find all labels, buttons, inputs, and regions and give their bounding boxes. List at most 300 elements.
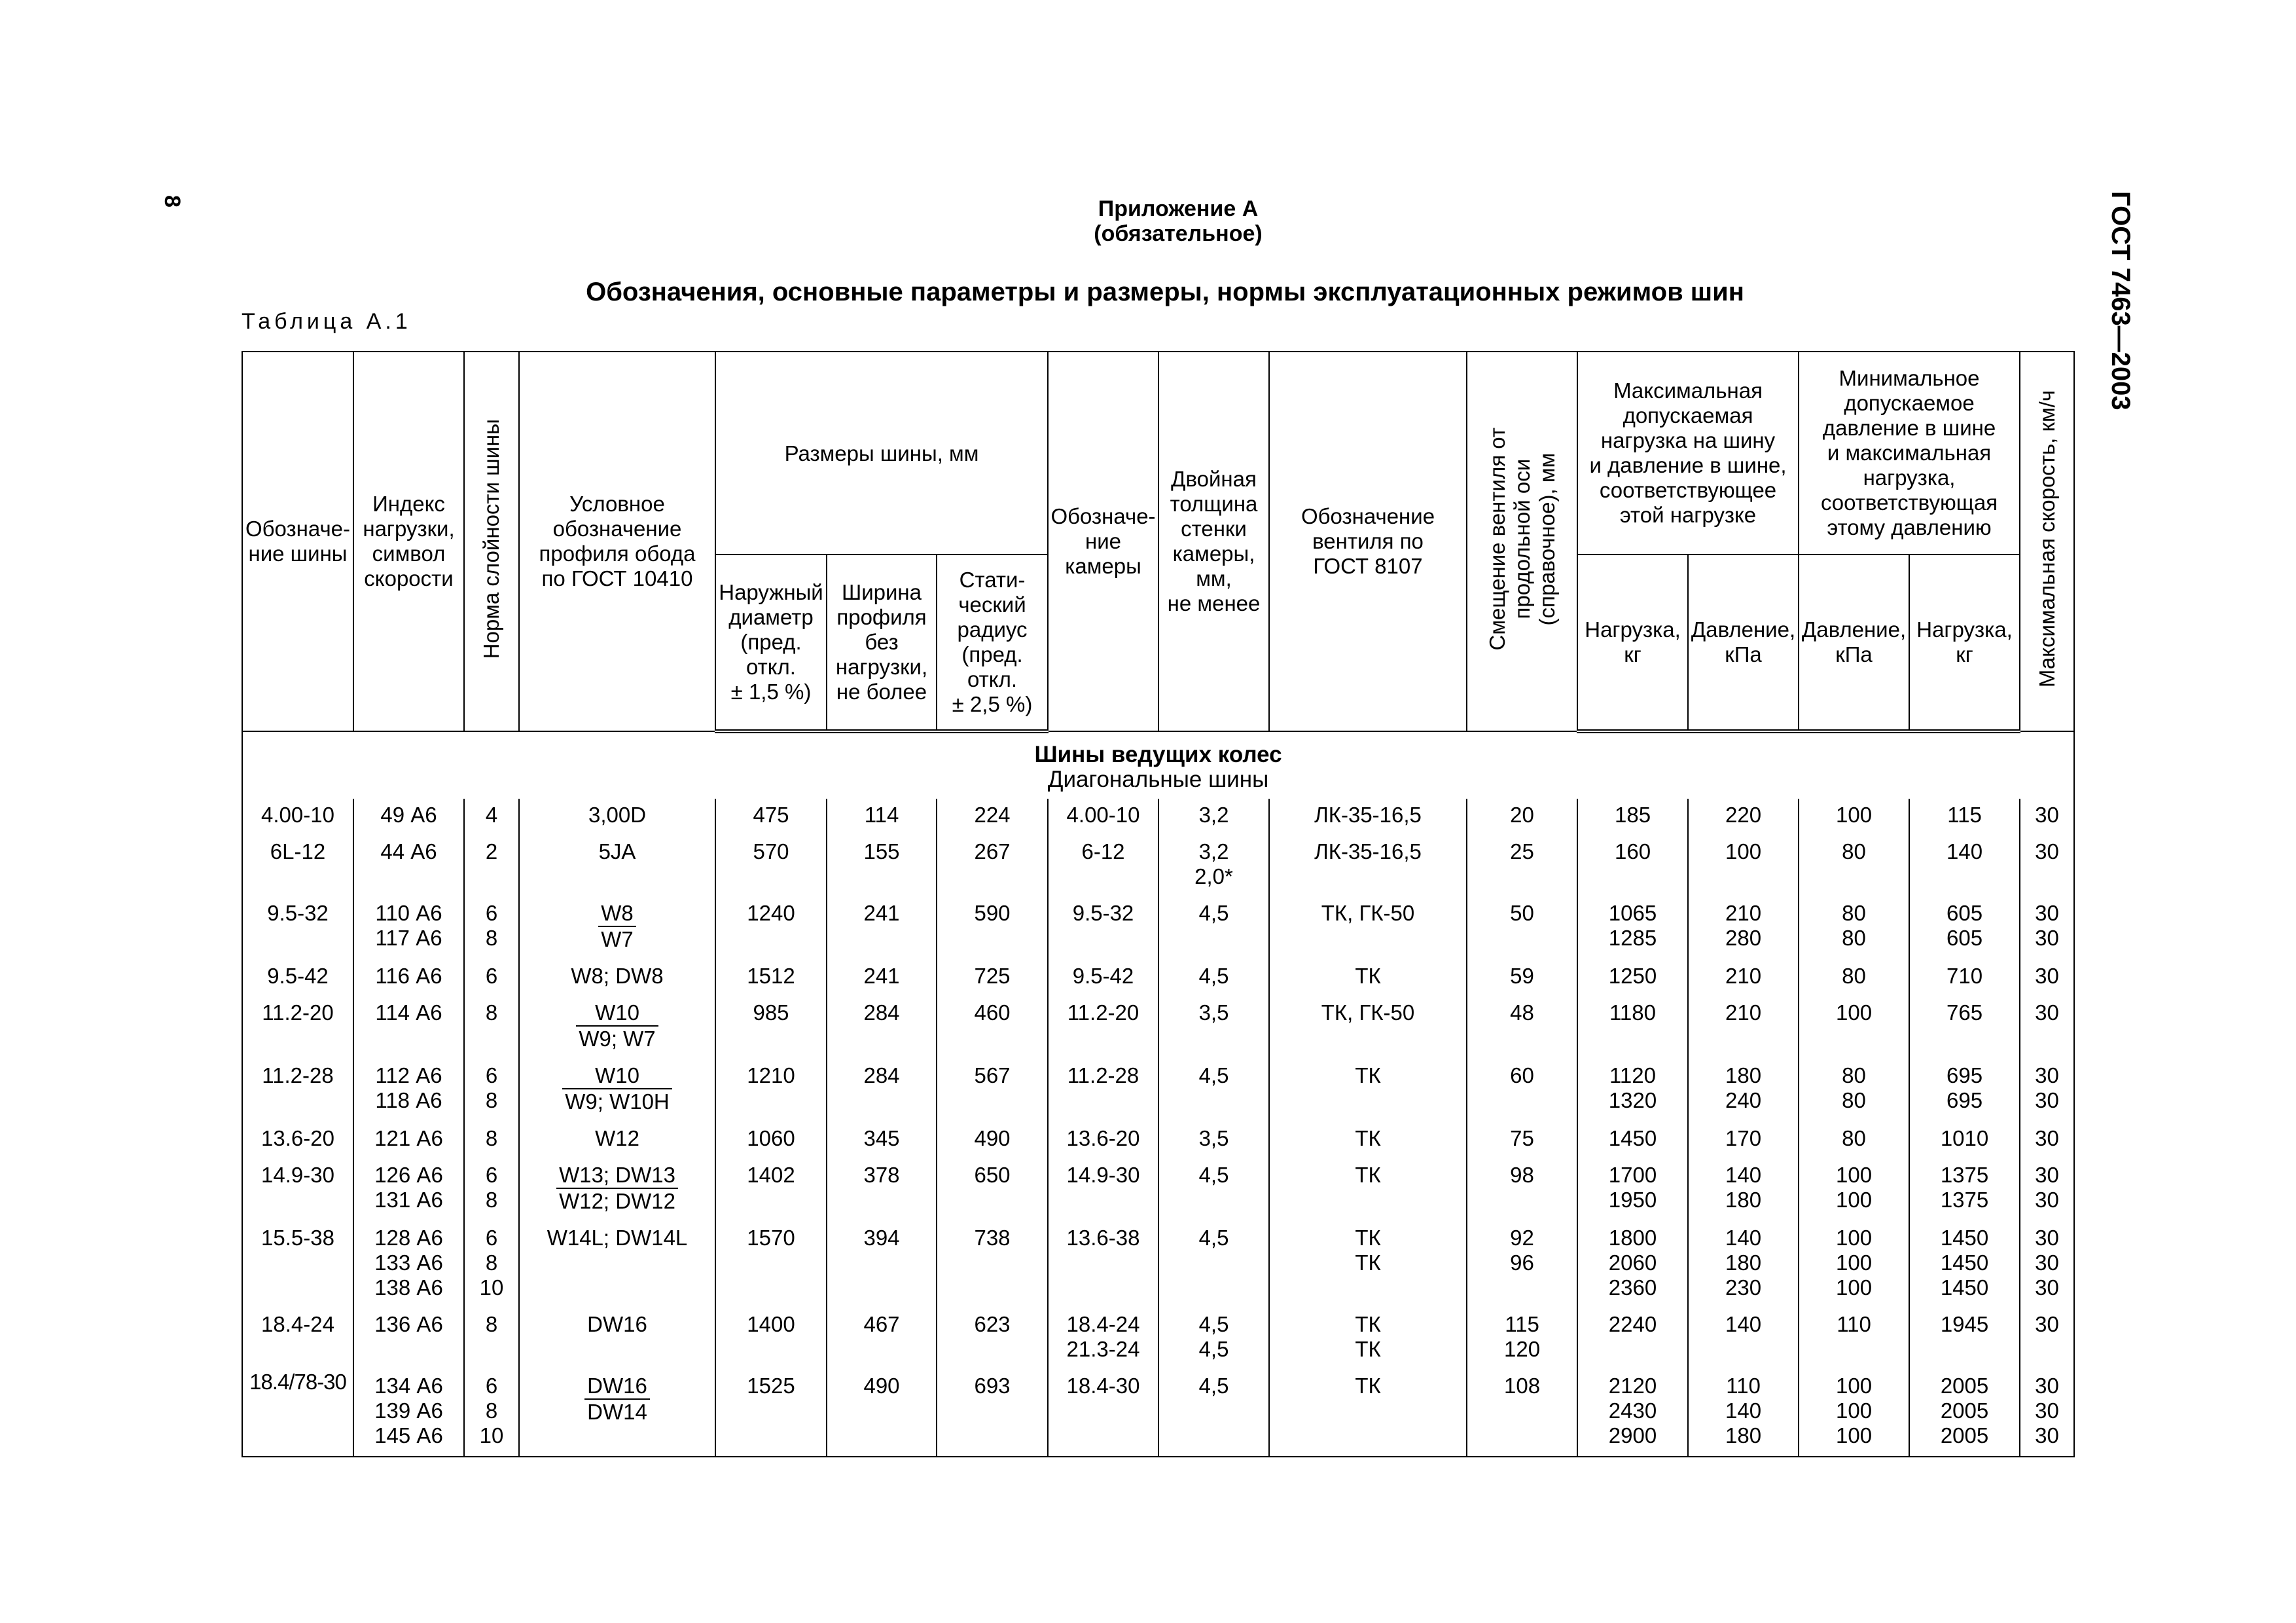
header-rim	[519, 352, 715, 731]
cell-outer	[715, 799, 827, 835]
cell-load1-value: 1250	[1608, 964, 1657, 988]
cell-outer-value: 1400	[747, 1312, 795, 1336]
cell-tube-value: 18.4-24 21.3-24	[1066, 1312, 1140, 1361]
cell-width	[827, 1159, 937, 1222]
cell-rim	[519, 1122, 715, 1159]
header-press1-label: Давление, кПа	[1691, 617, 1796, 666]
cell-radius-value: 590	[974, 901, 1011, 925]
cell-offset	[1467, 960, 1577, 996]
cell-load2	[1909, 799, 2020, 835]
cell-speed-value: 30 30 30	[2035, 1226, 2059, 1300]
cell-ply	[464, 960, 519, 996]
cell-valve-value: ТК	[1355, 1063, 1381, 1087]
cell-load2	[1909, 1159, 2020, 1222]
cell-load1	[1577, 1222, 1688, 1308]
cell-index-value: 114 А6	[375, 1000, 442, 1025]
cell-ply	[464, 799, 519, 835]
cell-ply-value: 8	[485, 1312, 498, 1336]
cell-tube-value: 13.6-20	[1066, 1126, 1140, 1150]
cell-wall-value: 4,5 4,5	[1198, 1312, 1229, 1361]
cell-tire-value: 18.4-24	[261, 1312, 334, 1336]
cell-load1-value: 2120 2430 2900	[1608, 1374, 1657, 1448]
cell-width	[827, 1059, 937, 1122]
cell-width-value: 114	[864, 803, 899, 827]
cell-tire	[242, 835, 353, 897]
table-row	[242, 799, 2074, 835]
cell-press2	[1799, 799, 1909, 835]
cell-load1-value: 1120 1320	[1608, 1063, 1657, 1112]
header-offset-label: Смещение вентиля от продольной оси (справочное), мм	[1484, 427, 1559, 651]
cell-speed-value: 30 30	[2035, 1163, 2059, 1212]
cell-load1-value: 1065 1285	[1608, 901, 1657, 950]
cell-outer	[715, 960, 827, 996]
cell-tire	[242, 897, 353, 960]
cell-press2-value: 100 100	[1835, 1163, 1873, 1212]
cell-wall-value: 4,5	[1198, 964, 1229, 988]
cell-tire-value: 18.4/78-30	[249, 1370, 346, 1394]
cell-outer	[715, 835, 827, 897]
header-width	[827, 555, 937, 731]
cell-speed	[2020, 799, 2074, 835]
cell-press2-value: 100	[1835, 1000, 1873, 1025]
header-ply	[464, 352, 519, 731]
cell-index-value: 116 А6	[375, 964, 442, 988]
cell-rim	[519, 996, 715, 1059]
cell-tube-value: 18.4-30	[1066, 1374, 1140, 1398]
cell-rim-value: 5JA	[598, 839, 636, 864]
cell-wall-value: 4,5	[1198, 1374, 1229, 1398]
cell-wall	[1158, 897, 1269, 960]
cell-width	[827, 960, 937, 996]
cell-index-value: 44 А6	[380, 839, 437, 864]
cell-press2	[1799, 1159, 1909, 1222]
cell-ply	[464, 897, 519, 960]
table-row	[242, 1059, 2074, 1122]
header-index	[353, 352, 464, 731]
cell-tire	[242, 1059, 353, 1122]
cell-index	[353, 799, 464, 835]
cell-tire	[242, 1122, 353, 1159]
page-number: 8	[160, 195, 185, 208]
cell-radius	[937, 960, 1048, 996]
cell-press1	[1688, 960, 1799, 996]
cell-ply-value: 6 8	[485, 1063, 498, 1112]
cell-tire-value: 4.00-10	[261, 803, 334, 827]
cell-wall	[1158, 835, 1269, 897]
cell-load1-value: 1450	[1608, 1126, 1657, 1150]
cell-load1-value: 1180	[1609, 1000, 1656, 1025]
rim-denominator: W9; W7	[579, 1027, 656, 1051]
rim-fraction	[576, 1000, 658, 1051]
cell-outer-value: 1240	[747, 901, 795, 925]
cell-load1-value: 185	[1614, 803, 1651, 827]
cell-valve-value: ЛК-35-16,5	[1314, 803, 1422, 827]
cell-rim	[519, 799, 715, 835]
appendix-heading	[916, 196, 1440, 246]
header-ply-label: Норма слойности шины	[479, 418, 503, 659]
cell-index	[353, 1222, 464, 1308]
cell-speed	[2020, 1370, 2074, 1457]
cell-wall	[1158, 960, 1269, 996]
cell-press1	[1688, 1159, 1799, 1222]
cell-wall	[1158, 996, 1269, 1059]
cell-index	[353, 1370, 464, 1457]
header-outer-label: Наружный диаметр (пред. откл. ± 1,5 %)	[719, 580, 823, 704]
cell-load2-value: 140	[1946, 839, 1983, 864]
cell-press2	[1799, 960, 1909, 996]
cell-offset-value: 75	[1510, 1126, 1534, 1150]
cell-load1	[1577, 1308, 1688, 1370]
cell-width	[827, 996, 937, 1059]
cell-outer	[715, 1308, 827, 1370]
cell-outer	[715, 897, 827, 960]
cell-tire-value: 15.5-38	[261, 1226, 334, 1250]
cell-ply-value: 6 8 10	[479, 1226, 504, 1300]
cell-load2-value: 115	[1947, 803, 1982, 827]
cell-valve-value: ТК	[1355, 964, 1381, 988]
cell-ply-value: 6 8 10	[479, 1374, 504, 1448]
cell-wall	[1158, 1059, 1269, 1122]
table-row	[242, 1159, 2074, 1222]
cell-offset-value: 20	[1510, 803, 1534, 827]
cell-width-value: 394	[863, 1226, 900, 1250]
cell-index-value: 136 А6	[374, 1312, 443, 1336]
section-subtitle: Диагональные шины	[1047, 767, 1269, 792]
header-press2	[1799, 555, 1909, 731]
cell-outer-value: 1512	[747, 964, 795, 988]
cell-width-value: 284	[863, 1063, 900, 1087]
cell-ply	[464, 996, 519, 1059]
cell-valve-value: ТК, ГК-50	[1321, 901, 1415, 925]
cell-outer	[715, 1370, 827, 1457]
cell-tube	[1048, 835, 1158, 897]
cell-load2	[1909, 996, 2020, 1059]
cell-press1	[1688, 1122, 1799, 1159]
cell-rim-value: W8; DW8	[571, 964, 664, 988]
cell-width-value: 284	[863, 1000, 900, 1025]
cell-press2	[1799, 835, 1909, 897]
cell-press1-value: 220	[1725, 803, 1762, 827]
cell-rim	[519, 897, 715, 960]
cell-radius	[937, 799, 1048, 835]
cell-radius-value: 650	[974, 1163, 1011, 1187]
cell-offset	[1467, 1222, 1577, 1308]
rim-fraction	[598, 901, 636, 952]
cell-load2-value: 605 605	[1946, 901, 1983, 950]
cell-wall-value: 4,5	[1198, 1226, 1229, 1250]
cell-wall	[1158, 1159, 1269, 1222]
cell-index	[353, 996, 464, 1059]
cell-radius-value: 224	[974, 803, 1011, 827]
header-tube	[1048, 352, 1158, 731]
cell-press1-value: 170	[1725, 1126, 1762, 1150]
cell-valve	[1269, 1122, 1467, 1159]
cell-tire-value: 9.5-42	[267, 964, 329, 988]
appendix-line1: Приложение А	[1098, 196, 1259, 221]
cell-index	[353, 1059, 464, 1122]
cell-tube	[1048, 1059, 1158, 1122]
cell-valve	[1269, 1059, 1467, 1122]
cell-load1	[1577, 996, 1688, 1059]
cell-valve	[1269, 1159, 1467, 1222]
cell-wall	[1158, 1308, 1269, 1370]
cell-load1	[1577, 799, 1688, 835]
cell-press2	[1799, 1059, 1909, 1122]
cell-load2	[1909, 835, 2020, 897]
cell-load2	[1909, 1059, 2020, 1122]
cell-radius-value: 567	[974, 1063, 1011, 1087]
header-dims-label: Размеры шины, мм	[784, 441, 979, 465]
cell-index	[353, 835, 464, 897]
cell-radius-value: 693	[974, 1374, 1011, 1398]
cell-press1-value: 100	[1725, 839, 1762, 864]
rim-fraction	[556, 1163, 678, 1214]
cell-tire	[242, 960, 353, 996]
cell-width	[827, 1222, 937, 1308]
cell-ply-value: 6 8	[485, 901, 498, 950]
header-dims	[715, 352, 1048, 555]
cell-wall	[1158, 1370, 1269, 1457]
gost-designation: ГОСТ 7463—2003	[2106, 191, 2135, 410]
cell-load1	[1577, 835, 1688, 897]
cell-tire	[242, 1370, 353, 1457]
cell-speed-value: 30	[2035, 1126, 2059, 1150]
cell-ply	[464, 835, 519, 897]
cell-speed	[2020, 835, 2074, 897]
table-row	[242, 1308, 2074, 1370]
cell-tire-value: 6L-12	[270, 839, 326, 864]
cell-index	[353, 1159, 464, 1222]
cell-radius	[937, 1370, 1048, 1457]
header-load2	[1909, 555, 2020, 731]
cell-offset	[1467, 1059, 1577, 1122]
cell-tube-value: 14.9-30	[1066, 1163, 1140, 1187]
cell-valve-value: ТК	[1355, 1126, 1381, 1150]
cell-valve-value: ЛК-35-16,5	[1314, 839, 1422, 864]
cell-width	[827, 799, 937, 835]
cell-load2-value: 695 695	[1946, 1063, 1983, 1112]
cell-wall	[1158, 1222, 1269, 1308]
cell-tire	[242, 799, 353, 835]
header-valve	[1269, 352, 1467, 731]
cell-offset-value: 60	[1510, 1063, 1534, 1087]
table-row	[242, 1370, 2074, 1457]
cell-wall-value: 3,2	[1198, 803, 1229, 827]
cell-radius-value: 725	[974, 964, 1011, 988]
header-speed	[2020, 352, 2074, 731]
table-row	[242, 996, 2074, 1059]
cell-valve-value: ТК	[1355, 1163, 1381, 1187]
cell-width-value: 241	[863, 901, 900, 925]
cell-radius	[937, 835, 1048, 897]
cell-press2-value: 80 80	[1842, 901, 1866, 950]
cell-index	[353, 1308, 464, 1370]
cell-rim	[519, 960, 715, 996]
header-wall	[1158, 352, 1269, 731]
header-wall-label: Двойная толщина стенки камеры, мм, не менее	[1167, 467, 1261, 615]
cell-press1-value: 210	[1725, 1000, 1762, 1025]
cell-load2	[1909, 1122, 2020, 1159]
cell-rim	[519, 1308, 715, 1370]
header-load2-label: Нагрузка, кг	[1916, 617, 2013, 666]
table-label: Таблица А.1	[242, 309, 412, 334]
cell-outer-value: 1570	[747, 1226, 795, 1250]
cell-tube	[1048, 996, 1158, 1059]
cell-offset	[1467, 1122, 1577, 1159]
cell-valve-value: ТК ТК	[1355, 1226, 1381, 1275]
cell-index-value: 49 А6	[380, 803, 437, 827]
cell-press2	[1799, 897, 1909, 960]
cell-rim	[519, 835, 715, 897]
cell-width	[827, 897, 937, 960]
cell-tube	[1048, 960, 1158, 996]
cell-ply-value: 8	[485, 1000, 498, 1025]
cell-radius-value: 490	[974, 1126, 1011, 1150]
cell-press1-value: 140 180	[1725, 1163, 1762, 1212]
rim-denominator: W9; W10H	[565, 1089, 670, 1114]
cell-press1	[1688, 1308, 1799, 1370]
cell-offset-value: 59	[1510, 964, 1534, 988]
cell-outer	[715, 1222, 827, 1308]
cell-speed-value: 30	[2035, 964, 2059, 988]
cell-tube-value: 6-12	[1081, 839, 1125, 864]
cell-press2-value: 80	[1842, 1126, 1866, 1150]
cell-speed	[2020, 960, 2074, 996]
cell-tube-value: 9.5-32	[1072, 901, 1134, 925]
cell-rim	[519, 1222, 715, 1308]
cell-press2	[1799, 996, 1909, 1059]
cell-offset	[1467, 799, 1577, 835]
cell-wall-value: 4,5	[1198, 1163, 1229, 1187]
cell-index-value: 121 А6	[374, 1126, 443, 1150]
cell-valve	[1269, 1370, 1467, 1457]
cell-valve	[1269, 799, 1467, 835]
cell-radius	[937, 1059, 1048, 1122]
cell-load2-value: 765	[1946, 1000, 1983, 1025]
cell-index-value: 110 А6 117 А6	[375, 901, 442, 950]
cell-load1	[1577, 1159, 1688, 1222]
cell-press1	[1688, 1059, 1799, 1122]
cell-wall-value: 4,5	[1198, 1063, 1229, 1087]
cell-rim-value: W14L; DW14L	[547, 1226, 688, 1250]
cell-press1	[1688, 799, 1799, 835]
cell-outer	[715, 1122, 827, 1159]
cell-load2-value: 710	[1946, 964, 1983, 988]
cell-width	[827, 1308, 937, 1370]
cell-ply	[464, 1159, 519, 1222]
cell-load1	[1577, 897, 1688, 960]
cell-tube-value: 11.2-20	[1067, 1000, 1139, 1025]
cell-wall-value: 3,5	[1198, 1000, 1229, 1025]
cell-offset-value: 92 96	[1510, 1226, 1534, 1275]
cell-press2	[1799, 1222, 1909, 1308]
cell-speed-value: 30	[2035, 1000, 2059, 1025]
cell-outer-value: 985	[753, 1000, 789, 1025]
cell-tire-value: 14.9-30	[261, 1163, 334, 1187]
cell-index	[353, 897, 464, 960]
cell-valve	[1269, 835, 1467, 897]
cell-load2	[1909, 1370, 2020, 1457]
cell-press2-value: 100 100 100	[1835, 1374, 1873, 1448]
cell-index	[353, 1122, 464, 1159]
rim-fraction	[562, 1063, 672, 1114]
cell-outer	[715, 1159, 827, 1222]
cell-press1	[1688, 897, 1799, 960]
cell-ply-value: 6 8	[485, 1163, 498, 1212]
cell-offset-value: 48	[1510, 1000, 1534, 1025]
cell-rim-value: W12	[595, 1126, 639, 1150]
cell-ply-value: 6	[485, 964, 498, 988]
cell-speed-value: 30 30	[2035, 901, 2059, 950]
cell-load2-value: 1375 1375	[1940, 1163, 1989, 1212]
cell-valve	[1269, 1308, 1467, 1370]
tire-parameters-table	[242, 351, 2075, 1457]
cell-ply-value: 4	[485, 803, 498, 827]
cell-press1	[1688, 996, 1799, 1059]
cell-index-value: 134 А6 139 А6 145 А6	[374, 1374, 443, 1448]
cell-press1	[1688, 835, 1799, 897]
header-outer	[715, 555, 827, 731]
header-rim-label: Условное обозначение профиля обода по ГОСТ 10410	[539, 492, 696, 591]
header-speed-label: Максимальная скорость, км/ч	[2034, 390, 2059, 688]
cell-width-value: 467	[863, 1312, 900, 1336]
cell-outer-value: 1210	[747, 1063, 795, 1087]
cell-tire-value: 9.5-32	[267, 901, 329, 925]
cell-offset-value: 25	[1510, 839, 1534, 864]
cell-load1	[1577, 1370, 1688, 1457]
cell-wall	[1158, 1122, 1269, 1159]
cell-speed	[2020, 897, 2074, 960]
header-radius	[937, 555, 1048, 731]
cell-speed	[2020, 1159, 2074, 1222]
cell-width-value: 378	[863, 1163, 900, 1187]
cell-outer-value: 570	[753, 839, 789, 864]
cell-tire-value: 11.2-28	[262, 1063, 334, 1087]
cell-tube-value: 13.6-38	[1066, 1226, 1140, 1250]
cell-load2-value: 1945	[1940, 1312, 1989, 1336]
cell-load2	[1909, 897, 2020, 960]
cell-tube-value: 11.2-28	[1067, 1063, 1139, 1087]
header-radius-label: Стати- ческий радиус (пред. откл. ± 2,5 %)	[952, 568, 1033, 716]
cell-load1	[1577, 1122, 1688, 1159]
cell-width	[827, 1122, 937, 1159]
cell-offset	[1467, 1159, 1577, 1222]
cell-rim	[519, 1159, 715, 1222]
cell-offset	[1467, 1370, 1577, 1457]
header-tire-label: Обозначе- ние шины	[245, 517, 351, 566]
cell-press1	[1688, 1222, 1799, 1308]
cell-rim-value: DW16	[587, 1312, 647, 1336]
rim-fraction	[584, 1374, 650, 1425]
cell-index-value: 126 А6 131 А6	[374, 1163, 443, 1212]
cell-ply	[464, 1222, 519, 1308]
cell-radius	[937, 1222, 1048, 1308]
cell-load2	[1909, 1308, 2020, 1370]
cell-press1-value: 140	[1725, 1312, 1762, 1336]
cell-valve-value: ТК, ГК-50	[1321, 1000, 1415, 1025]
cell-press1-value: 110 140 180	[1725, 1374, 1762, 1448]
cell-speed-value: 30	[2035, 839, 2059, 864]
cell-index-value: 128 А6 133 А6 138 А6	[374, 1226, 443, 1300]
cell-valve-value: ТК	[1355, 1374, 1381, 1398]
cell-tube	[1048, 1159, 1158, 1222]
cell-ply-value: 8	[485, 1126, 498, 1150]
cell-press1-value: 210 280	[1725, 901, 1762, 950]
cell-outer-value: 1060	[747, 1126, 795, 1150]
cell-wall	[1158, 799, 1269, 835]
cell-tube	[1048, 1370, 1158, 1457]
cell-radius	[937, 1308, 1048, 1370]
